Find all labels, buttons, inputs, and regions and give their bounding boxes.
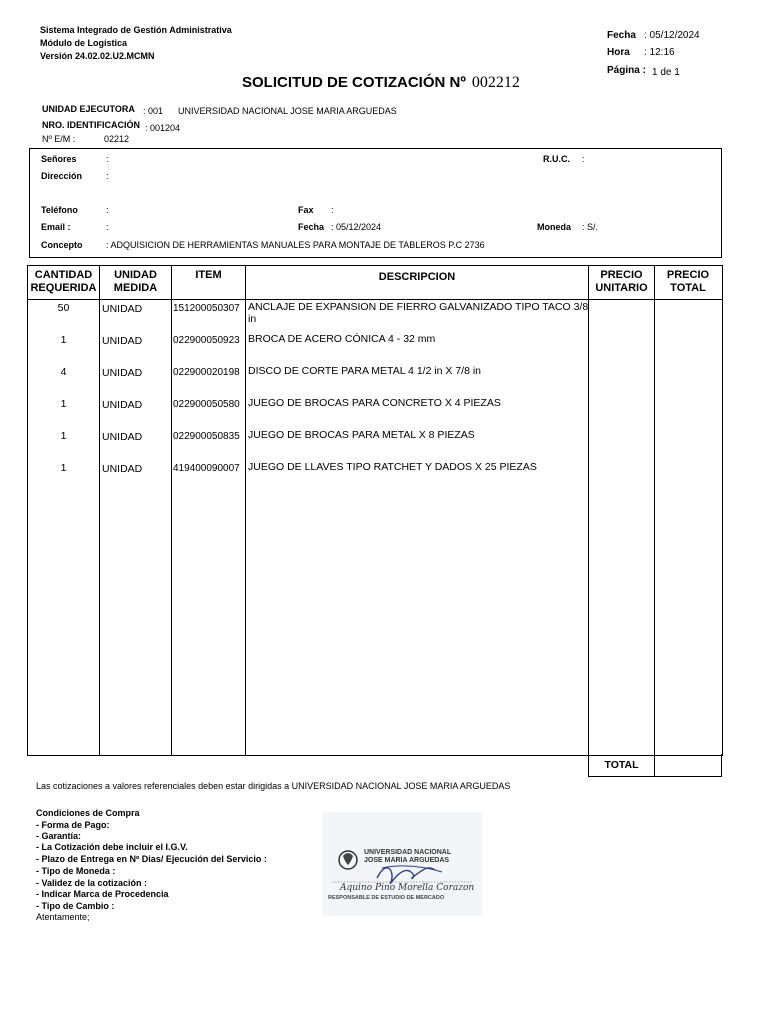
row-descripcion: JUEGO DE BROCAS PARA CONCRETO X 4 PIEZAS (248, 397, 501, 409)
atentamente: Atentamente; (36, 912, 90, 922)
system-name: Sistema Integrado de Gestión Administrativa (40, 25, 232, 35)
official-stamp (322, 812, 482, 916)
header-precio-unitario (589, 269, 654, 295)
meta-hora-label: Hora (607, 47, 630, 58)
header-precio-total-line2: TOTAL (670, 282, 706, 294)
stamp-graphic (322, 812, 482, 916)
header-item: ITEM (195, 269, 222, 281)
col-divider (245, 265, 246, 755)
row-item: 022900050580 (173, 399, 240, 410)
col-divider (588, 265, 589, 777)
row-descripcion-cont: in (248, 313, 257, 325)
em-value: 02212 (104, 134, 130, 144)
module-name: Módulo de Logística (40, 38, 127, 48)
header-cantidad (28, 269, 99, 295)
moneda-label: Moneda (537, 222, 572, 232)
header-unidad (100, 269, 171, 295)
row-item: 022900050835 (173, 431, 240, 442)
col-divider (99, 265, 100, 755)
stamp-role: RESPONSABLE DE ESTUDIO DE MERCADO (328, 895, 445, 901)
moneda-value: : S/. (582, 222, 599, 232)
meta-fecha-value: : 05/12/2024 (644, 30, 700, 41)
row-descripcion: JUEGO DE BROCAS PARA METAL X 8 PIEZAS (248, 429, 475, 441)
row-descripcion: ANCLAJE DE EXPANSION DE FIERRO GALVANIZADO TIPO TACO 3/8 (248, 301, 589, 313)
total-row-border (588, 776, 722, 777)
title-number: 002212 (471, 74, 520, 91)
unidad-ejecutora-code: : 001 (143, 106, 164, 116)
table-header-divider (27, 299, 722, 300)
header-cantidad-line2: REQUERIDA (30, 282, 97, 294)
direccion-label: Dirección (41, 171, 83, 181)
condition-plazo: - Plazo de Entrega en Nº Dias/ Ejecución del Servicio : (36, 854, 267, 864)
fax-label: Fax (298, 205, 314, 215)
row-cantidad: 1 (60, 398, 67, 410)
row-unidad: UNIDAD (102, 367, 143, 379)
header-precio-unitario-line1: PRECIO (600, 269, 643, 281)
row-unidad: UNIDAD (102, 463, 143, 475)
meta-pagina-label: Página : (607, 65, 646, 76)
row-item: 419400090007 (173, 463, 240, 474)
direccion-value: : (106, 171, 109, 181)
row-cantidad: 4 (60, 366, 67, 378)
em-label: Nº E/M : (42, 134, 76, 144)
condition-validez: - Validez de la cotización : (36, 878, 148, 888)
title-text: SOLICITUD DE COTIZACIÓN Nº (242, 74, 466, 91)
stamp-line1: UNIVERSIDAD NACIONAL (364, 849, 452, 856)
row-descripcion: DISCO DE CORTE PARA METAL 4 1/2 in X 7/8 in (248, 365, 482, 377)
meta-hora-value: : 12:16 (644, 47, 675, 58)
col-divider (654, 265, 655, 777)
version-label: Versión 24.02.02.U2.MCMN (40, 51, 155, 61)
row-descripcion: BROCA DE ACERO CÓNICA 4 - 32 mm (248, 333, 436, 345)
fax-value: : (331, 205, 334, 215)
senores-value: : (106, 154, 109, 164)
header-unidad-line1: UNIDAD (114, 269, 157, 281)
meta-fecha-label: Fecha (607, 30, 636, 41)
row-unidad: UNIDAD (102, 335, 143, 347)
condition-tipo-cambio: - Tipo de Cambio : (36, 901, 115, 911)
row-unidad: UNIDAD (102, 431, 143, 443)
nro-identificacion-label: NRO. IDENTIFICACIÓN (42, 120, 140, 130)
unidad-ejecutora-name: UNIVERSIDAD NACIONAL JOSE MARIA ARGUEDAS (178, 106, 397, 116)
unidad-ejecutora-label: UNIDAD EJECUTORA (42, 104, 135, 114)
col-divider (171, 265, 172, 755)
page-title (242, 74, 520, 92)
telefono-value: : (106, 205, 109, 215)
row-cantidad: 1 (60, 430, 67, 442)
row-cantidad: 1 (60, 462, 67, 474)
row-cantidad: 50 (57, 302, 70, 314)
header-descripcion: DESCRIPCION (378, 271, 456, 283)
condition-igv: - La Cotización debe incluir el I.G.V. (36, 842, 188, 852)
senores-label: Señores (41, 154, 77, 164)
condition-marca: - Indicar Marca de Procedencia (36, 889, 169, 899)
stamp-line2: JOSE MARIA ARGUEDAS (364, 857, 450, 864)
row-item: 022900020198 (173, 367, 240, 378)
header-cantidad-line1: CANTIDAD (34, 269, 93, 281)
condition-garantia: - Garantía: (36, 831, 82, 841)
email-label: Email : (41, 222, 71, 232)
row-unidad: UNIDAD (102, 399, 143, 411)
total-row-border (721, 754, 722, 777)
row-item: 022900050923 (173, 335, 240, 346)
nro-identificacion-value: : 001204 (145, 123, 181, 133)
ruc-label: R.U.C. (543, 154, 570, 164)
header-unidad-line2: MEDIDA (113, 282, 158, 294)
ruc-value: : (582, 154, 585, 164)
concepto-label: Concepto (41, 240, 83, 250)
conditions-title: Condiciones de Compra (36, 808, 140, 818)
supplier-fecha-label: Fecha (298, 222, 325, 232)
row-cantidad: 1 (60, 334, 67, 346)
row-unidad: UNIDAD (102, 303, 143, 315)
header-precio-total-line1: PRECIO (666, 269, 710, 281)
meta-pagina-value: 1 de 1 (652, 67, 680, 78)
footer-note: Las cotizaciones a valores referenciales deben estar dirigidas a UNIVERSIDAD NACIONAL JOSE MARIA ARGUEDAS (36, 781, 511, 791)
header-precio-unitario-line2: UNITARIO (595, 282, 648, 294)
condition-moneda: - Tipo de Moneda : (36, 866, 116, 876)
row-item: 151200050307 (173, 303, 240, 314)
header-precio-total (655, 269, 721, 295)
email-value: : (106, 222, 109, 232)
total-label: TOTAL (604, 759, 639, 771)
supplier-fecha-value: : 05/12/2024 (331, 222, 382, 232)
concepto-value: : ADQUISICION DE HERRAMIENTAS MANUALES PARA MONTAJE DE TABLEROS P.C 2736 (106, 240, 485, 250)
condition-forma-pago: - Forma de Pago: (36, 820, 110, 830)
stamp-signatory-name: Aquino Pino Morella Corazon (340, 883, 475, 893)
telefono-label: Teléfono (41, 205, 78, 215)
row-descripcion: JUEGO DE LLAVES TIPO RATCHET Y DADOS X 25 PIEZAS (248, 461, 537, 473)
